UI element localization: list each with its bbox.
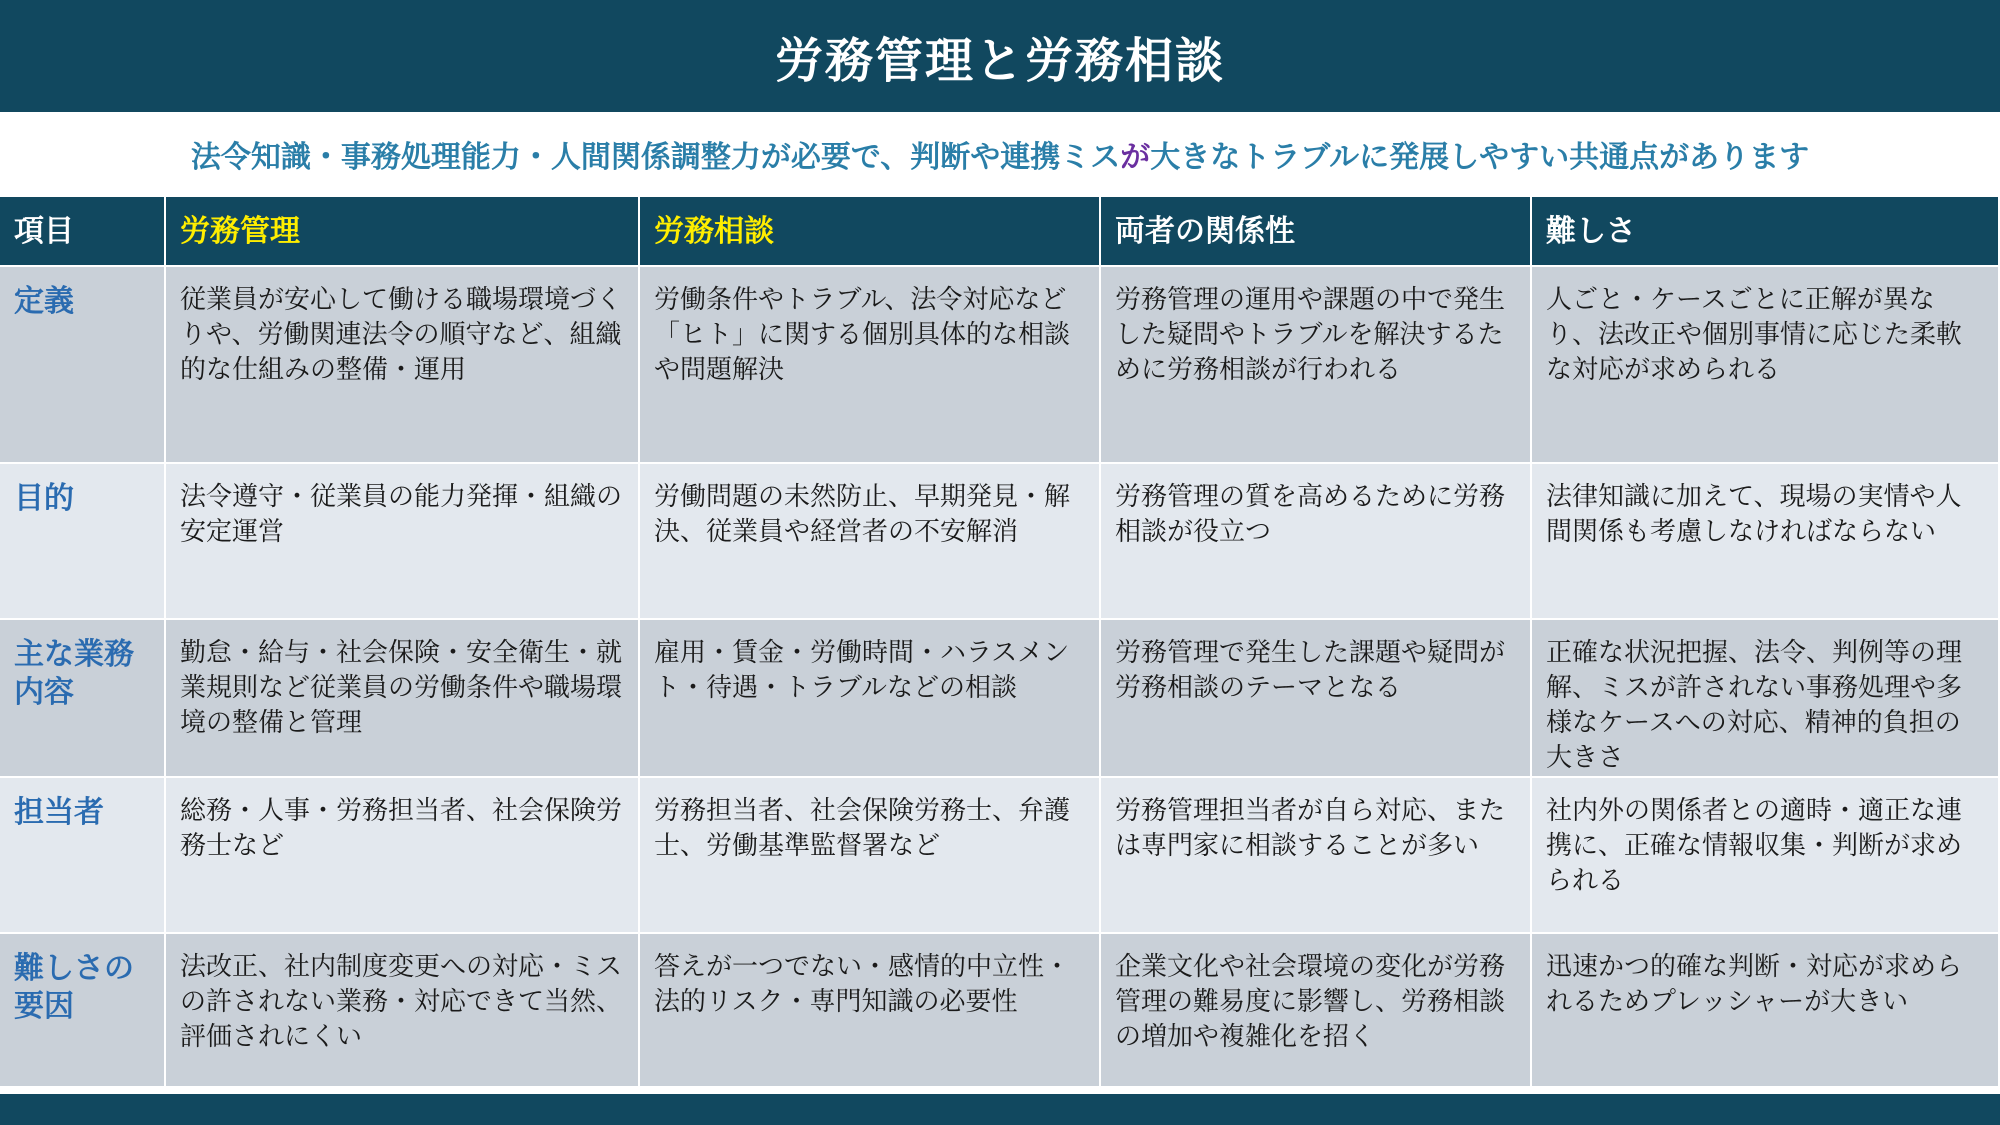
subtitle-part2: 大きなトラブルに発展しやすい共通点があります: [1150, 140, 1810, 175]
row-label-person-in-charge: 担当者: [0, 778, 166, 934]
table-cell: 法令遵守・従業員の能力発揮・組織の安定運営: [166, 464, 640, 620]
row-label-main-tasks: 主な業務内容: [0, 620, 166, 778]
table-cell: 労務管理担当者が自ら対応、または専門家に相談することが多い: [1101, 778, 1532, 934]
table-cell: 労働条件やトラブル、法令対応など「ヒト」に関する個別具体的な相談や問題解決: [640, 267, 1101, 464]
table-cell: 従業員が安心して働ける職場環境づくりや、労働関連法令の順守など、組織的な仕組みの整備・運用: [166, 267, 640, 464]
table-cell: 雇用・賃金・労働時間・ハラスメント・待遇・トラブルなどの相談: [640, 620, 1101, 778]
comparison-table: [0, 197, 2000, 1088]
table-cell: 企業文化や社会環境の変化が労務管理の難易度に影響し、労務相談の増加や複雑化を招く: [1101, 934, 1532, 1088]
table-cell: 社内外の関係者との適時・適正な連携に、正確な情報収集・判断が求められる: [1532, 778, 2000, 934]
table-cell: 人ごと・ケースごとに正解が異なり、法改正や個別事情に応じた柔軟な対応が求められる: [1532, 267, 2000, 464]
footer-bar: [0, 1094, 2000, 1125]
row-label-difficulty-factors: 難しさの要因: [0, 934, 166, 1088]
subtitle-accent: が: [1120, 140, 1151, 175]
subtitle: [0, 112, 2000, 196]
table-cell: 法律知識に加えて、現場の実情や人間関係も考慮しなければならない: [1532, 464, 2000, 620]
table-cell: 労務担当者、社会保険労務士、弁護士、労働基準監督署など: [640, 778, 1101, 934]
table-cell: 労務管理で発生した課題や疑問が労務相談のテーマとなる: [1101, 620, 1532, 778]
table-cell: 答えが一つでない・感情的中立性・法的リスク・専門知識の必要性: [640, 934, 1101, 1088]
table-cell: 総務・人事・労務担当者、社会保険労務士など: [166, 778, 640, 934]
subtitle-part1: 法令知識・事務処理能力・人間関係調整力が必要で、判断や連携ミス: [190, 140, 1121, 175]
row-label-definition: 定義: [0, 267, 166, 464]
table-cell: 正確な状況把握、法令、判例等の理解、ミスが許されない事務処理や多様なケースへの対応、精神的負担の大きさ: [1532, 620, 2000, 778]
row-label-purpose: 目的: [0, 464, 166, 620]
header-difficulty: 難しさ: [1532, 197, 2000, 267]
header-labor-consultation: 労務相談: [640, 197, 1101, 267]
table-cell: 法改正、社内制度変更への対応・ミスの許されない業務・対応できて当然、評価されにくい: [166, 934, 640, 1088]
table-cell: 迅速かつ的確な判断・対応が求められるためプレッシャーが大きい: [1532, 934, 2000, 1088]
table-cell: 労務管理の運用や課題の中で発生した疑問やトラブルを解決するために労務相談が行われる: [1101, 267, 1532, 464]
table-cell: 勤怠・給与・社会保険・安全衛生・就業規則など従業員の労働条件や職場環境の整備と管理: [166, 620, 640, 778]
table-cell: 労務管理の質を高めるために労務相談が役立つ: [1101, 464, 1532, 620]
header-relationship: 両者の関係性: [1101, 197, 1532, 267]
table-cell: 労働問題の未然防止、早期発見・解決、従業員や経営者の不安解消: [640, 464, 1101, 620]
title-bar: [0, 0, 2000, 112]
page-title: 労務管理と労務相談: [774, 32, 1225, 89]
header-labor-management: 労務管理: [166, 197, 640, 267]
header-item: 項目: [0, 197, 166, 267]
